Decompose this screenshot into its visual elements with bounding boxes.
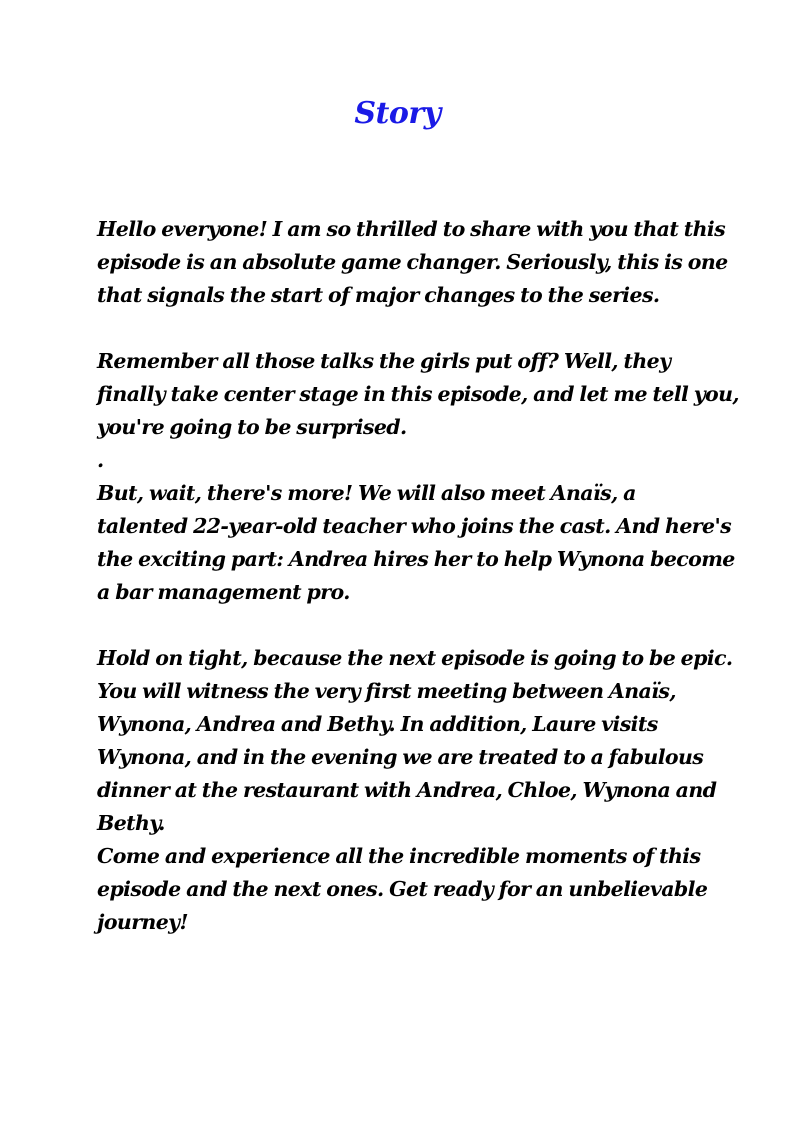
text-line: journey!: [97, 910, 188, 934]
text-line: .: [97, 448, 104, 472]
text-line: Remember all those talks the girls put off? Well, they: [97, 349, 671, 373]
text-line: dinner at the restaurant with Andrea, Chloe, Wynona and: [97, 778, 717, 802]
text-line: finally take center stage in this episode, and let me tell you,: [97, 382, 739, 406]
text-line: Hello everyone! I am so thrilled to share with you that this: [97, 217, 726, 241]
text-line: that signals the start of major changes to the series.: [97, 283, 660, 307]
text-line: Come and experience all the incredible moments of this: [97, 844, 701, 868]
page-title: Story: [354, 96, 441, 131]
text-line: Wynona, and in the evening we are treated to a fabulous: [97, 745, 704, 769]
paragraph-talks: [97, 345, 739, 609]
paragraph-spacer: [97, 312, 707, 345]
text-line: Bethy.: [97, 811, 165, 835]
text-line: talented 22-year-old teacher who joins the cast. And here's: [97, 514, 732, 538]
text-line: you're going to be surprised.: [97, 415, 407, 439]
paragraph-next-episode: [97, 642, 733, 939]
story-body: [97, 213, 739, 939]
text-line: episode is an absolute game changer. Seriously, this is one: [97, 250, 728, 274]
text-line: Hold on tight, because the next episode is going to be epic.: [97, 646, 733, 670]
paragraph-spacer: [97, 609, 707, 642]
paragraph-intro: [97, 213, 728, 312]
text-line: Wynona, Andrea and Bethy. In addition, Laure visits: [97, 712, 658, 736]
text-line: You will witness the very first meeting between Anaïs,: [97, 679, 676, 703]
text-line: the exciting part: Andrea hires her to help Wynona become: [97, 547, 735, 571]
text-line: But, wait, there's more! We will also meet Anaïs, a: [97, 481, 636, 505]
text-line: episode and the next ones. Get ready for an unbelievable: [97, 877, 708, 901]
text-line: a bar management pro.: [97, 580, 350, 604]
